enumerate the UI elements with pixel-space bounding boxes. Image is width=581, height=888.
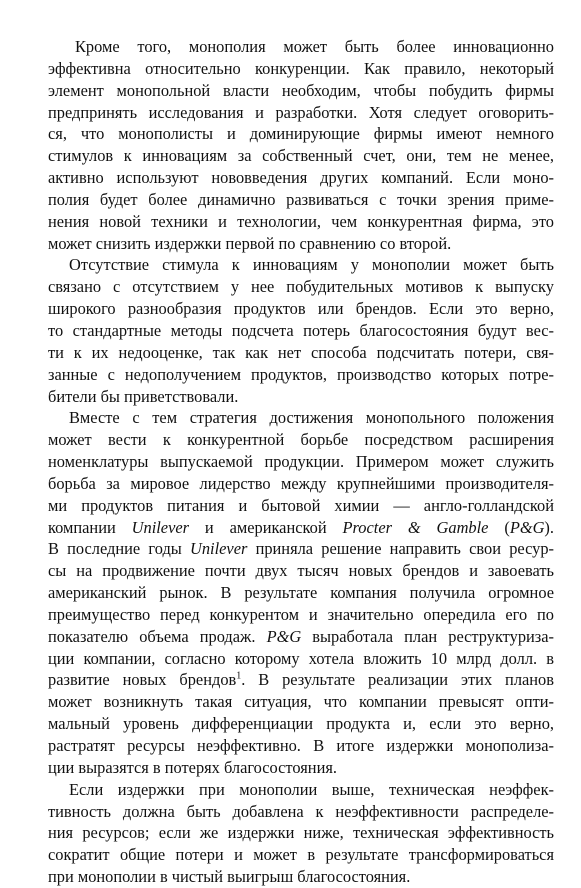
italic-text: Procter & Gamble — [342, 517, 489, 537]
text-segment: приняла решение направить свои ресур- — [247, 539, 554, 559]
paragraph — [48, 36, 554, 254]
text-line — [48, 538, 554, 560]
paragraph — [48, 407, 554, 778]
text-segment: нения новой техники и технологии, чем конкурентная фирма, это — [48, 211, 554, 231]
text-segment: активно используют нововведения других компаний. Если моно- — [48, 168, 554, 188]
text-segment: растратят ресурсы неэффективно. В итоге издержки монополиза- — [48, 736, 554, 755]
text-line — [48, 582, 554, 604]
text-line — [48, 669, 554, 691]
document-page — [48, 36, 555, 887]
text-segment: предпринять исследования и разработки. Хотя следует оговорить- — [48, 102, 554, 122]
text-segment: ). — [544, 517, 554, 537]
text-line — [48, 211, 554, 233]
text-line — [48, 36, 554, 58]
text-line — [48, 429, 554, 451]
text-line — [48, 451, 554, 473]
text-segment: . В результате реализации этих планов — [241, 670, 554, 690]
text-line — [48, 801, 554, 823]
text-segment: тивность должна быть добавлена к неэффективности распределе- — [48, 801, 554, 821]
text-line — [48, 189, 554, 211]
text-line — [48, 779, 554, 801]
text-segment: ( — [488, 517, 510, 537]
text-segment: Вместе с тем стратегия достижения монопольного положения — [69, 408, 554, 428]
text-segment: борьба за мировое лидерство между крупнейшими производителя- — [48, 473, 554, 493]
text-line — [48, 713, 554, 735]
text-line — [48, 58, 554, 80]
text-segment: сы на продвижение почти двух тысяч новых брендов и завоевать — [48, 561, 554, 581]
text-segment: американский рынок. В результате компания получила огромное — [48, 583, 554, 603]
text-segment: выработала план реструктуриза- — [301, 626, 555, 646]
text-line — [48, 735, 554, 757]
text-segment: связано с отсутствием у нее побудительных мотивов к выпуску — [48, 277, 554, 297]
text-segment: занные с недополучением продуктов, производство которых потре- — [48, 364, 554, 384]
italic-text: Unilever — [190, 539, 248, 559]
text-segment: преимущество перед конкурентом и значительно опередила его по — [48, 604, 554, 624]
text-line — [48, 102, 554, 124]
text-line — [48, 648, 554, 670]
text-line — [48, 145, 554, 167]
text-segment: Если издержки при монополии выше, техническая неэффек- — [69, 779, 554, 799]
text-line — [48, 407, 554, 429]
text-segment: может вести к конкурентной борьбе посредством расширения — [48, 430, 554, 450]
text-segment: стимулов к инновациям за собственный счет, они, тем не менее, — [48, 146, 554, 166]
text-segment: то стандартные методы подсчета потерь благосостояния будут вес- — [48, 320, 554, 340]
text-line — [48, 604, 554, 626]
text-segment: ми продуктов питания и бытовой химии — англо-голландской — [48, 495, 554, 515]
text-line — [48, 254, 554, 276]
text-segment: ния ресурсов; если же издержки ниже, техническая эффективность — [48, 823, 554, 843]
text-line — [48, 123, 554, 145]
text-segment: широкого разнообразия продуктов или брендов. Если это верно, — [48, 299, 554, 319]
text-segment: мальный уровень дифференциации продукта и, если это верно, — [48, 714, 554, 734]
text-line — [48, 560, 554, 582]
footnote-marker: 1 — [236, 671, 242, 682]
italic-text: P&G — [266, 626, 302, 646]
text-segment: сократит общие потери и может в результате трансформироваться — [48, 845, 554, 865]
text-line — [48, 866, 554, 888]
italic-text: Unilever — [131, 517, 189, 537]
text-line — [48, 342, 554, 364]
text-line — [48, 320, 554, 342]
text-segment: Отсутствие стимула к инновациям у монополии может быть — [69, 255, 554, 275]
text-segment: показателю объема продаж. — [48, 626, 267, 646]
text-segment: может снизить издержки первой по сравнению со второй. — [48, 233, 452, 253]
text-line — [48, 691, 554, 713]
text-line — [48, 844, 554, 866]
text-line — [48, 167, 554, 189]
text-line — [48, 233, 554, 255]
text-line — [48, 626, 554, 648]
text-line — [48, 80, 554, 102]
text-segment: В последние годы — [48, 539, 191, 559]
italic-text: P&G — [509, 517, 545, 537]
paragraph — [48, 779, 554, 888]
text-segment: ции выразятся в потерях благосостояния. — [48, 757, 337, 777]
text-segment: ти к их недооценке, так как нет способа подсчитать потери, свя- — [48, 342, 554, 362]
paragraph — [48, 254, 554, 407]
text-segment: ции компании, согласно которому хотела вложить 10 млрд долл. в — [48, 648, 554, 668]
text-segment: при монополии в чистый выигрыш благосостояния. — [48, 867, 411, 887]
text-line — [48, 822, 554, 844]
text-line — [48, 386, 554, 408]
text-segment: может возникнуть такая ситуация, что компании превысят опти- — [48, 692, 554, 712]
text-line — [48, 298, 554, 320]
text-segment: элемент монопольной власти необходим, чтобы побудить фирмы — [48, 80, 554, 100]
text-segment: эффективна относительно конкуренции. Как правило, некоторый — [48, 58, 554, 78]
text-line — [48, 757, 554, 779]
text-segment: и американской — [189, 517, 343, 537]
text-segment: номенклатуры выпускаемой продукции. Примером может служить — [48, 452, 554, 472]
text-line — [48, 276, 554, 298]
text-line — [48, 473, 554, 495]
text-segment: полия будет более динамично развиваться с точки зрения приме- — [48, 189, 554, 209]
text-segment: компании — [48, 517, 132, 537]
text-segment: Кроме того, монополия может быть более инновационно — [75, 37, 554, 56]
text-line — [48, 517, 554, 539]
text-line — [48, 495, 554, 517]
text-segment: бители бы приветствовали. — [48, 386, 239, 406]
text-line — [48, 364, 554, 386]
text-segment: развитие новых брендов — [48, 670, 237, 690]
text-segment: ся, что монополисты и доминирующие фирмы имеют немного — [48, 124, 554, 144]
